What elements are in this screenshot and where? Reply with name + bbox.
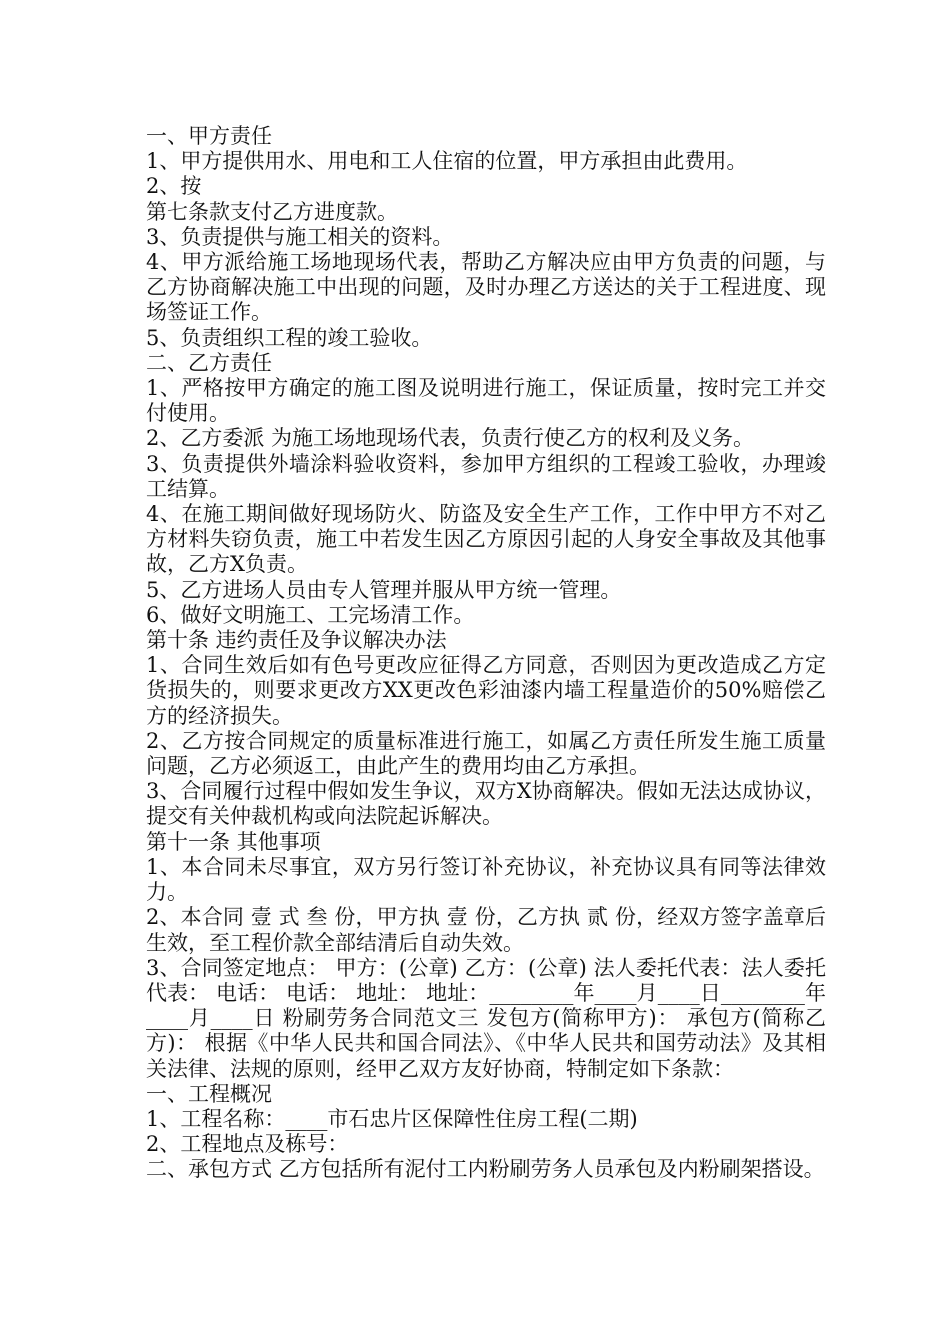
paragraph: 1、合同生效后如有色号更改应征得乙方同意，否则因为更改造成乙方定货损失的，则要求更改方XX更改色彩油漆内墙工程量造价的50%赔偿乙方的经济损失。 — [146, 653, 826, 728]
paragraph: 5、负责组织工程的竣工验收。 — [146, 325, 433, 350]
paragraph: 1、严格按甲方确定的施工图及说明进行施工，保证质量，按时完工并交付使用。 — [146, 376, 826, 426]
paragraph: 第七条款支付乙方进度款。 — [146, 199, 398, 224]
paragraph: 2、工程地点及栋号： — [146, 1132, 349, 1157]
paragraph: 1、工程名称：____市石忠片区保障性住房工程(二期) — [146, 1106, 638, 1131]
section-heading-project-overview: 一、工程概况 — [146, 1081, 272, 1106]
paragraph: 2、乙方委派 为施工场地现场代表，负责行使乙方的权利及义务。 — [146, 426, 755, 451]
paragraph: 二、承包方式 乙方包括所有泥付工内粉刷劳务人员承包及内粉刷架搭设。 — [146, 1157, 825, 1182]
paragraph: 1、甲方提供用水、用电和工人住宿的位置，甲方承担由此费用。 — [146, 149, 748, 174]
document-body — [146, 124, 826, 1183]
paragraph: 3、负责提供与施工相关的资料。 — [146, 224, 454, 249]
paragraph-signature-block: 3、合同签定地点： 甲方：(公章) 乙方：(公章) 法人委托代表：法人委托代表： 电话： 电话： 地址： 地址：________年____月____日________年____月____日 粉刷劳务合同范文三 发包方(简称甲方)： 承包方(简称乙方)： 根据《中华人民共和国合同法》、《中华人民共和国劳动法》及其相关法律、法规的原则，经甲乙双方友好协商，特制定如下条款： — [146, 955, 826, 1081]
paragraph: 2、乙方按合同规定的质量标准进行施工，如属乙方责任所发生施工质量问题，乙方必须返工，由此产生的费用均由乙方承担。 — [146, 728, 826, 779]
paragraph: 1、本合同未尽事宜，双方另行签订补充协议，补充协议具有同等法律效力。 — [146, 854, 826, 905]
section-heading-article-11: 第十一条 其他事项 — [146, 829, 321, 854]
paragraph: 2、本合同 壹 式 叁 份，甲方执 壹 份，乙方执 贰 份，经双方签字盖章后生效，至工程价款全部结清后自动失效。 — [146, 905, 826, 955]
paragraph: 2、按 — [146, 174, 202, 199]
section-heading-party-b: 二、乙方责任 — [146, 350, 272, 375]
paragraph: 4、甲方派给施工场地现场代表，帮助乙方解决应由甲方负责的问题，与乙方协商解决施工中出现的问题，及时办理乙方送达的关于工程进度、现场签证工作。 — [146, 250, 826, 325]
paragraph: 4、在施工期间做好现场防火、防盗及安全生产工作，工作中甲方不对乙方材料失窃负责，施工中若发生因乙方原因引起的人身安全事故及其他事故，乙方X负责。 — [146, 502, 826, 577]
paragraph: 3、合同履行过程中假如发生争议，双方X协商解决。假如无法达成协议，提交有关仲裁机构或向法院起诉解决。 — [146, 779, 826, 829]
paragraph: 5、乙方进场人员由专人管理并服从甲方统一管理。 — [146, 577, 622, 602]
section-heading-party-a: 一、甲方责任 — [146, 124, 272, 148]
paragraph: 6、做好文明施工、工完场清工作。 — [146, 602, 475, 627]
section-heading-article-10: 第十条 违约责任及争议解决办法 — [146, 628, 447, 653]
paragraph: 3、负责提供外墙涂料验收资料，参加甲方组织的工程竣工验收，办理竣工结算。 — [146, 451, 826, 501]
